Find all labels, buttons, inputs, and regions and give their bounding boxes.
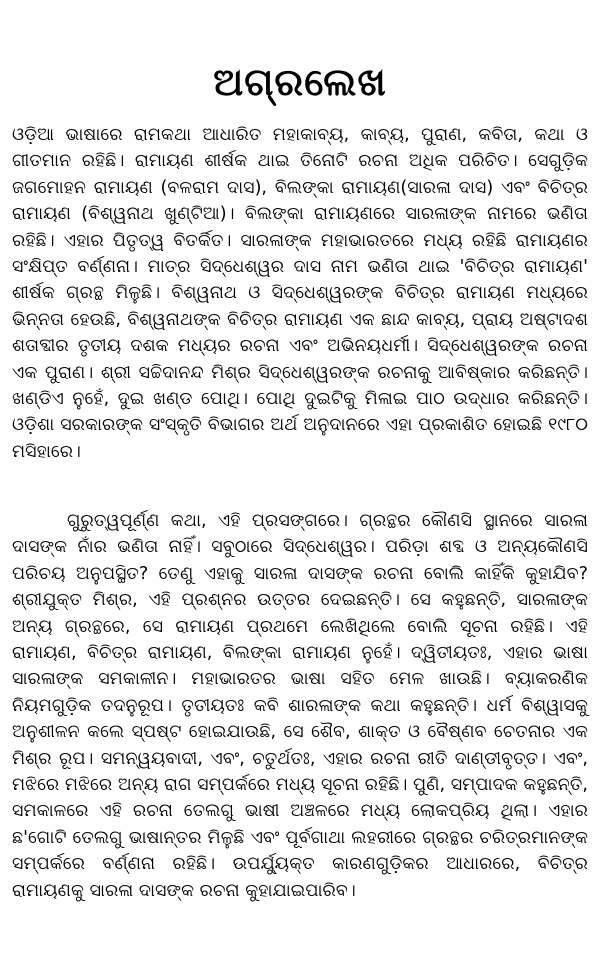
page-title: ଅଗ୍ରଲେଖ <box>213 60 387 104</box>
paragraph-1: ଓଡ଼ିଆ ଭାଷାରେ ରାମକଥା ଆଧାରିତ ମହାକାବ୍ୟ, କାବ୍ୟ, ପୁରାଣ, କବିତା, କଥା ଓ ଗୀତମାନ ରହିଛି। ରାମାୟଣ ଶୀର୍ଷକ ଥାଇ ତିନୋଟି ରଚନା ଅଧିକ ପରିଚିତ। ସେଗୁଡ଼ିକ ଜଗମୋହନ ରାମାୟଣ (ବଳରାମ ଦାସ), ବିଲଙ୍କା ରାମାୟଣ(ସାରଳା ଦାସ) ଏବଂ ବିଚିତ୍ର ରାମାୟଣ (ବିଶ୍ୱନାଥ ଖୁଣ୍ଟିଆ)। ବିଲଙ୍କା ରାମାୟଣରେ ସାରଳାଙ୍କ ନାମରେ ଭଣିତା ରହିଛି। ଏହାର ପିତୃତ୍ୱ ବିତର୍କିତ। ସାରଳାଙ୍କ ମହାଭାରତରେ ମଧ୍ୟ ରହିଛି ରାମାୟଣର ସଂକ୍ଷିପ୍ତ ବର୍ଣ୍ଣନା। ମାତ୍ର ସିଦ୍ଧେଶ୍ୱର ଦାସ ନାମ ଭଣିତା ଥାଇ 'ବିଚିତ୍ର ରାମାୟଣ' ଶୀର୍ଷକ ଗ୍ରନ୍ଥ ମିଳୁଛି। ବିଶ୍ୱନାଥ ଓ ସିଦ୍ଧେଶ୍ୱରଙ୍କ ବିଚିତ୍ର ରାମାୟଣ ମଧ୍ୟରେ ଭିନ୍ନତା ହେଉଛି, ବିଶ୍ୱନାଥଙ୍କ ବିଚିତ୍ର ରାମାୟଣ ଏକ ଛାନ୍ଦ କାବ୍ୟ, ପ୍ରାୟ ଅଷ୍ଟାଦଶ ଶତାବ୍ଦୀର ତୃତୀୟ ଦଶକ ମଧ୍ୟର ରଚନା ଏବଂ ଅଭିନୟଧର୍ମୀ। ସିଦ୍ଧେଶ୍ୱରଙ୍କ ରଚନା ଏକ ପୁରାଣ। ଶ୍ରୀ ସଚ୍ଚିଦାନନ୍ଦ ମିଶ୍ର ସିଦ୍ଧେଶ୍ୱରଙ୍କ ରଚନାକୁ ଆବିଷ୍କାର କରିଛନ୍ତି। ଖଣ୍ଡିଏ ନୁହେଁ, ଦୁଇ ଖଣ୍ଡ ପୋଥି। ପୋଥି ଦୁଇଟିକୁ ମିଳାଇ ପାଠ ଉଦ୍ଧାର କରିଛନ୍ତି। ଓଡ଼ିଶା ସରକାରଙ୍କ ସଂସ୍କୃତି ବିଭାଗର ଅର୍ଥ ଅନୁଦାନରେ ଏହା ପ୍ରକାଶିତ ହୋଇଛି ୧୯୮୦ ମସିହାରେ। <box>12 125 588 462</box>
paragraph-2: ଗୁରୁତ୍ୱପୂର୍ଣ୍ଣ କଥା, ଏହି ପ୍ରସଙ୍ଗରେ। ଗ୍ରନ୍ଥର କୌଣସି ସ୍ଥାନରେ ସାରଳା ଦାସଙ୍କ ନାଁର ଭଣିତା ନାହିଁ। ସବୁଠାରେ ସିଦ୍ଧେଶ୍ୱର। ପରିଡ଼ା ଶବ୍ଦ ଓ ଅନ୍ୟକୌଣସି ପରିଚୟ ଅନୁପସ୍ଥିତ? ତେଣୁ ଏହାକୁ ସାରଳା ଦାସଙ୍କ ରଚନା ବୋଲି କାହିଁକି କୁହାଯିବ? ଶ୍ରୀଯୁକ୍ତ ମିଶ୍ର, ଏହି ପ୍ରଶ୍ନର ଉତ୍ତର ଦେଇଛନ୍ତି। ସେ କହୁଛନ୍ତି, ସାରଳାଙ୍କ ଅନ୍ୟ ଗ୍ରନ୍ଥରେ, ସେ ରାମାୟଣ ପ୍ରଥମେ ଲେଖିଥିଲେ ବୋଲି ସୂଚନା ରହିଛି। ଏହି ରାମାୟଣ, ବିଚିତ୍ର ରାମାୟଣ, ବିଲଙ୍କା ରାମାୟଣ ନୁହେଁ। ଦ୍ୱିତୀୟତଃ, ଏହାର ଭାଷା ସାରଳାଙ୍କ ସମକାଳୀନ। ମହାଭାରତର ଭାଷା ସହିତ ମେଳ ଖାଉଛି। ବ୍ୟାକରଣିକ ନିୟମଗୁଡ଼ିକ ତଦନୁରୂପ। ତୃତୀୟତଃ କବି ଶାରଳାଙ୍କ କଥା କହୁଛନ୍ତି। ଧର୍ମ ବିଶ୍ୱାସକୁ ଅନୁଶୀଳନ କଲେ ସ୍ପଷ୍ଟ ହୋଇଯାଉଛି, ସେ ଶୈବ, ଶାକ୍ତ ଓ ବୈଷ୍ଣବ ଚେତନାର ଏକ ମିଶ୍ର ରୂପ। ସମନ୍ୱୟବାଦୀ, ଏବଂ, ଚତୁର୍ଥତଃ, ଏହାର ରଚନା ରୀତି ଦାଣ୍ଡୀବୃତ୍ତ। ଏବଂ, ମଝିରେ ମଝିରେ ଅନ୍ୟ ରାଗ ସମ୍ପର୍କରେ ମଧ୍ୟ ସୂଚନା ରହିଛି। ପୁଣି, ସମ୍ପାଦକ କହୁଛନ୍ତି, ସମକାଳରେ ଏହି ରଚନା ତେଲଗୁ ଭାଷୀ ଅଞ୍ଚଳରେ ମଧ୍ୟ ଲୋକପ୍ରିୟ ଥିଲା। ଏହାର ଛ'ଗୋଟି ତେଲଗୁ ଭାଷାନ୍ତର ମିଳୁଛି ଏବଂ ପୂର୍ବଗାଥା ଲହରୀରେ ଗ୍ରନ୍ଥର ଚରିତ୍ରମାନଙ୍କ ସମ୍ପର୍କରେ ବର୍ଣ୍ଣନା ରହିଛି। ଉପର୍ଯ୍ୟୁକ୍ତ କାରଣଗୁଡ଼ିକର ଆଧାରରେ, ବିଚିତ୍ର ରାମାୟଣକୁ ସାରଳା ଦାସଙ୍କ ରଚନା କୁହାଯାଇପାରିବ। <box>12 511 588 901</box>
